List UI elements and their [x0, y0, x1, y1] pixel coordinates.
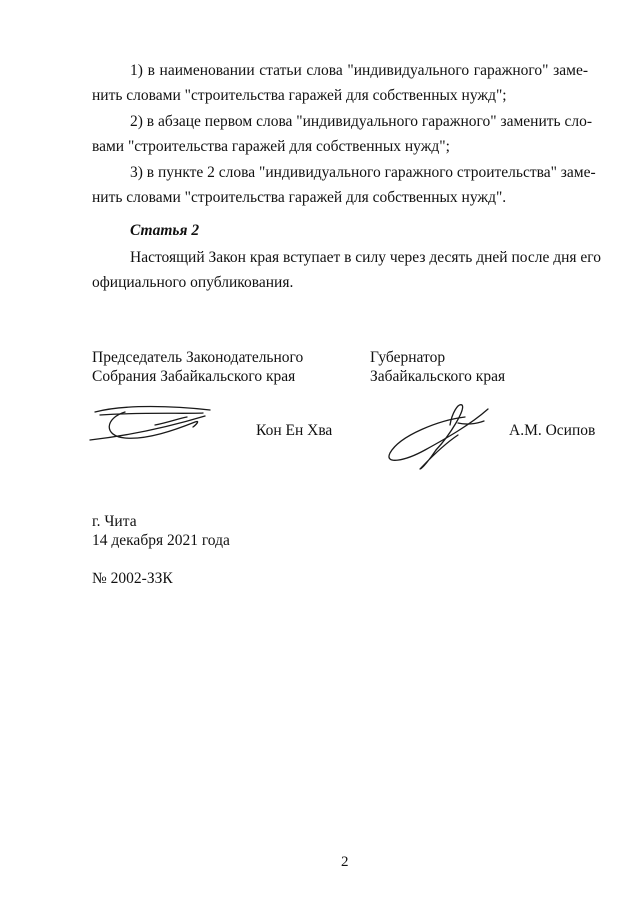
item-1-line-1: 1) в наименовании статьи слова "индивидуального гаражного" заме-: [130, 62, 588, 79]
item-2-line-2: вами "строительства гаражей для собственных нужд";: [92, 138, 450, 155]
place: г. Чита: [92, 513, 137, 530]
item-2-line-1: 2) в абзаце первом слова "индивидуального гаражного" заменить сло-: [130, 113, 592, 130]
left-signatory-name: Кон Ен Хва: [256, 422, 333, 439]
right-signatory-title-2: Забайкальского края: [370, 368, 506, 385]
article-2-heading: Статья 2: [130, 222, 200, 239]
date: 14 декабря 2021 года: [92, 532, 230, 549]
right-signatory-name: А.М. Осипов: [509, 422, 596, 439]
document-number: № 2002-ЗЗК: [92, 570, 173, 587]
article-2-line-1: Настоящий Закон края вступает в силу через десять дней после дня его: [130, 249, 602, 266]
right-signatory-title-1: Губернатор: [370, 349, 446, 366]
item-3-line-2: нить словами "строительства гаражей для собственных нужд".: [92, 189, 507, 206]
left-signatory-title-1: Председатель Законодательного: [92, 349, 304, 366]
left-signatory-title-2: Собрания Забайкальского края: [92, 368, 296, 385]
item-3-line-1: 3) в пункте 2 слова "индивидуального гаражного строительства" заме-: [130, 164, 596, 181]
item-1-line-2: нить словами "строительства гаражей для собственных нужд";: [92, 87, 507, 104]
article-2-line-2: официального опубликования.: [92, 274, 294, 291]
right-signature-image: [380, 395, 500, 475]
left-signature-image: [85, 400, 225, 450]
page-number: 2: [341, 854, 349, 870]
